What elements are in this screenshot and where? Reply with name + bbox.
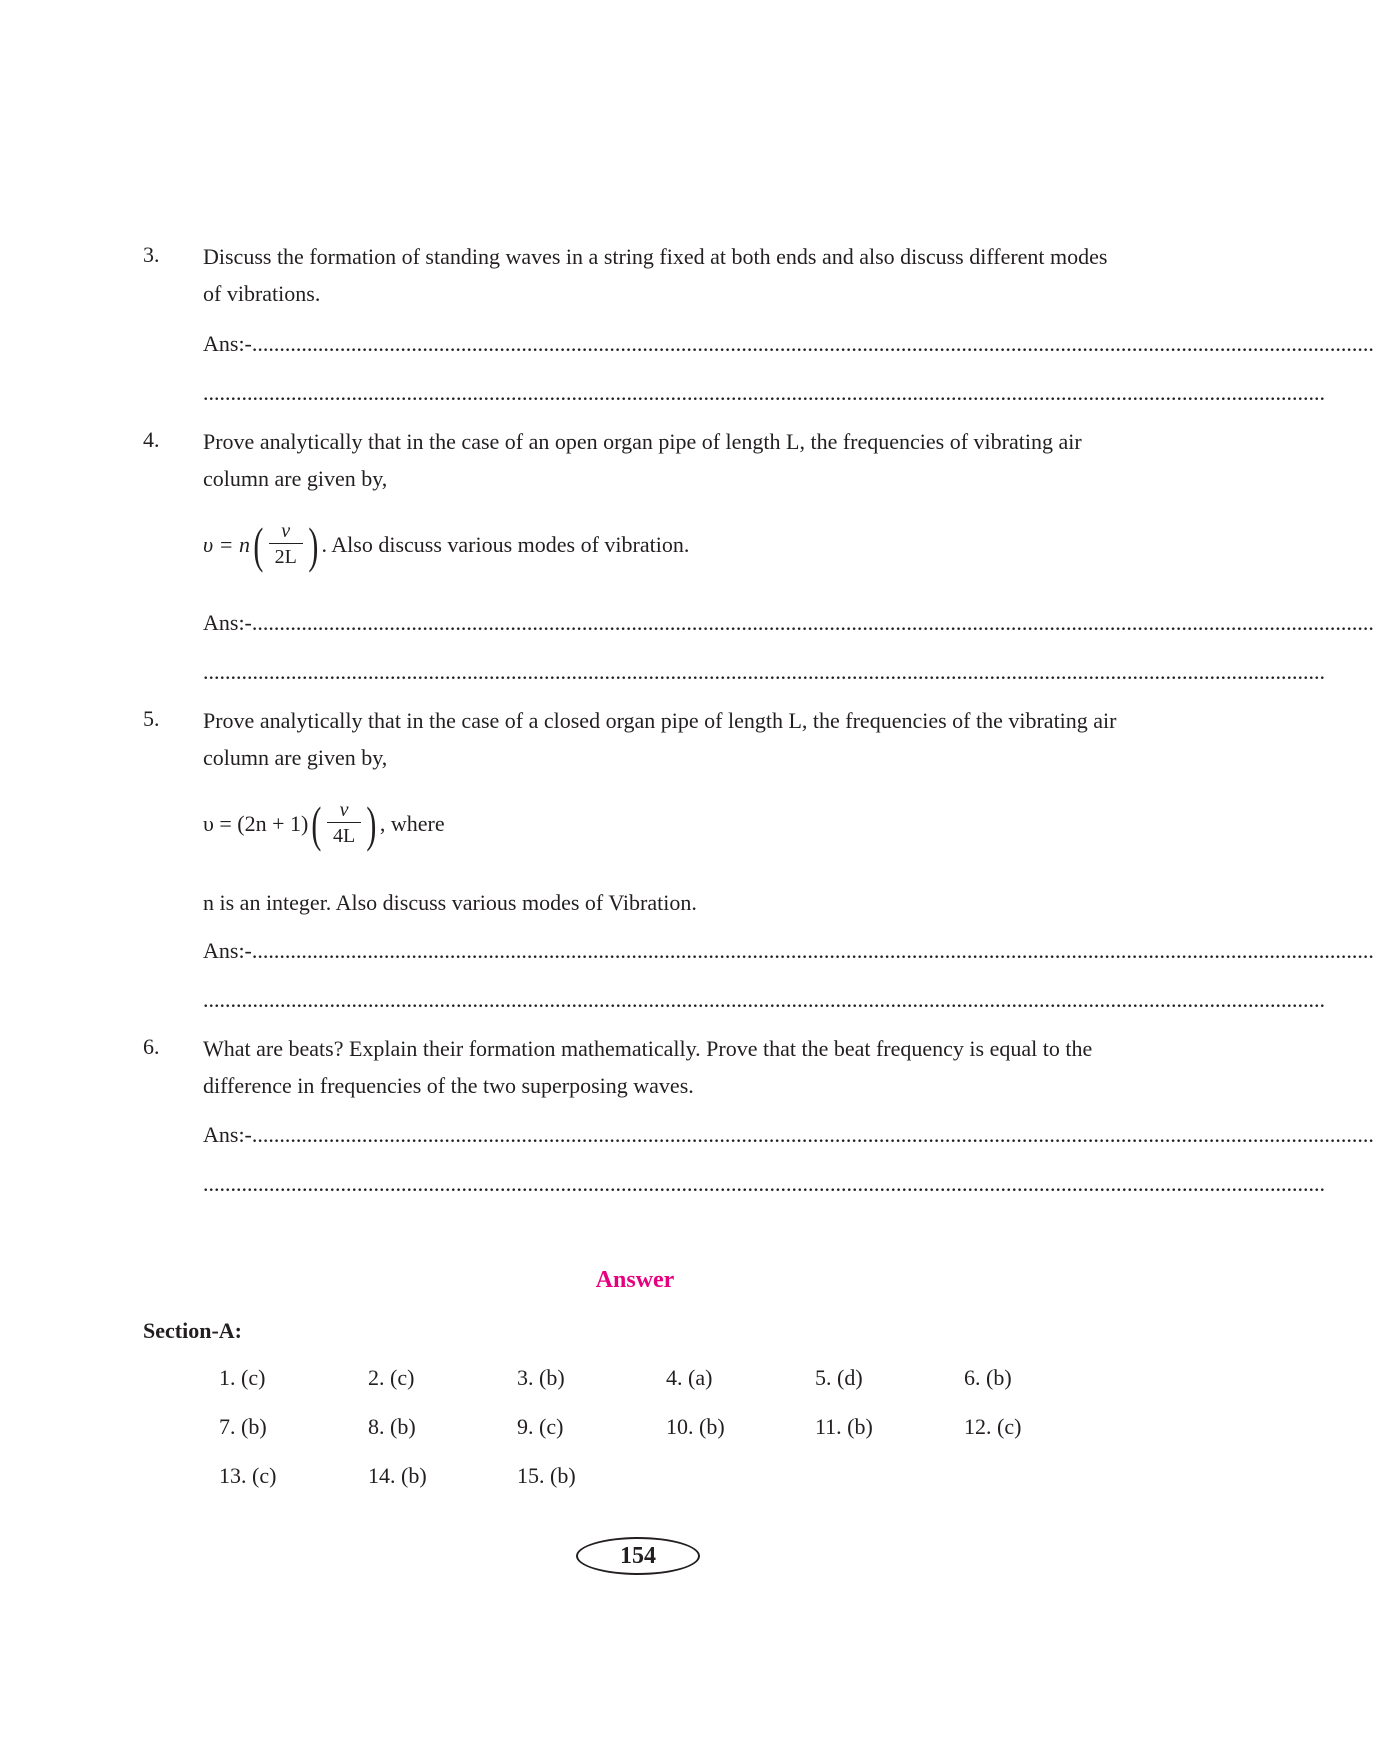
- question-5-note: n is an integer. Also discuss various modes of Vibration.: [203, 890, 697, 915]
- question-4-text: [203, 423, 1128, 497]
- answer-dots: ............................................................................................................................................................................................................: [251, 1122, 1374, 1147]
- answer-item: 2. (c): [368, 1365, 415, 1390]
- answer-item: 15. (b): [517, 1463, 576, 1488]
- question-6-answer-line: [203, 1122, 1374, 1148]
- page-number: 154: [576, 1537, 700, 1575]
- question-4-formula: [203, 516, 690, 573]
- answer-item: 5. (d): [815, 1365, 863, 1390]
- question-3-number: 3.: [143, 242, 160, 267]
- question-6-extra-line: ............................................................................................................................................................................................................: [203, 1171, 1325, 1196]
- question-4-number: 4.: [143, 427, 160, 452]
- right-paren: ): [366, 795, 377, 852]
- question-5-formula: [203, 795, 445, 852]
- answer-label: Ans:-: [203, 610, 252, 635]
- left-paren: (: [253, 516, 264, 573]
- answer-dots: ............................................................................................................................................................................................................: [251, 610, 1374, 635]
- answer-item: 6. (b): [964, 1365, 1012, 1390]
- answer-label: Ans:-: [203, 938, 252, 963]
- fraction-numerator: v: [339, 799, 349, 821]
- answer-label: Ans:-: [203, 331, 252, 356]
- question-5-text: Prove analytically that in the case of a closed organ pipe of length L, the frequencies of the vibrating air column are given by,: [203, 708, 1117, 770]
- answer-dots: ............................................................................................................................................................................................................: [251, 938, 1374, 963]
- question-6-text: What are beats? Explain their formation mathematically. Prove that the beat frequency is equal to the difference in frequencies of the two superposing waves.: [203, 1036, 1093, 1098]
- formula-lhs: υ = n: [203, 531, 250, 557]
- answer-item: 8. (b): [368, 1414, 416, 1439]
- answer-item: 13. (c): [219, 1463, 277, 1488]
- answer-dots: ............................................................................................................................................................................................................: [251, 331, 1374, 356]
- formula-lhs: υ = (2n + 1): [203, 810, 309, 836]
- formula-after: , where: [379, 810, 445, 836]
- answer-item: 3. (b): [517, 1365, 565, 1390]
- formula-after: . Also discuss various modes of vibration.: [321, 531, 690, 557]
- answer-item: 12. (c): [964, 1414, 1022, 1439]
- answer-item: 1. (c): [219, 1365, 266, 1390]
- question-5-answer-line: [203, 938, 1374, 964]
- fraction: [327, 798, 361, 849]
- fraction: [269, 519, 303, 570]
- answer-item: 9. (c): [517, 1414, 564, 1439]
- fraction-denominator: 4L: [327, 822, 361, 849]
- answer-item: 4. (a): [666, 1365, 713, 1390]
- question-5-extra-line: ............................................................................................................................................................................................................: [203, 987, 1325, 1012]
- question-4-text-part: Prove analytically that in the case of an open organ pipe of length L, the frequencies of vibrating air column are given by,: [203, 429, 1082, 491]
- answer-item: 11. (b): [815, 1414, 873, 1439]
- fraction-numerator: v: [281, 520, 291, 542]
- question-4-answer-line: [203, 610, 1374, 636]
- answer-label: Ans:-: [203, 1122, 252, 1147]
- question-4-extra-line: ............................................................................................................................................................................................................: [203, 659, 1325, 684]
- left-paren: (: [311, 795, 322, 852]
- question-6-number: 6.: [143, 1034, 160, 1059]
- question-3-extra-line: ............................................................................................................................................................................................................: [203, 380, 1325, 405]
- right-paren: ): [308, 516, 319, 573]
- fraction-denominator: 2L: [269, 543, 303, 570]
- section-a-label: Section-A:: [143, 1318, 242, 1343]
- answer-heading: Answer: [595, 1267, 675, 1293]
- answer-item: 7. (b): [219, 1414, 267, 1439]
- answer-item: 10. (b): [666, 1414, 725, 1439]
- question-5-number: 5.: [143, 706, 160, 731]
- question-3-text: Discuss the formation of standing waves in a string fixed at both ends and also discuss different modes of vibrations.: [203, 244, 1108, 306]
- question-3-answer-line: [203, 331, 1374, 357]
- answer-item: 14. (b): [368, 1463, 427, 1488]
